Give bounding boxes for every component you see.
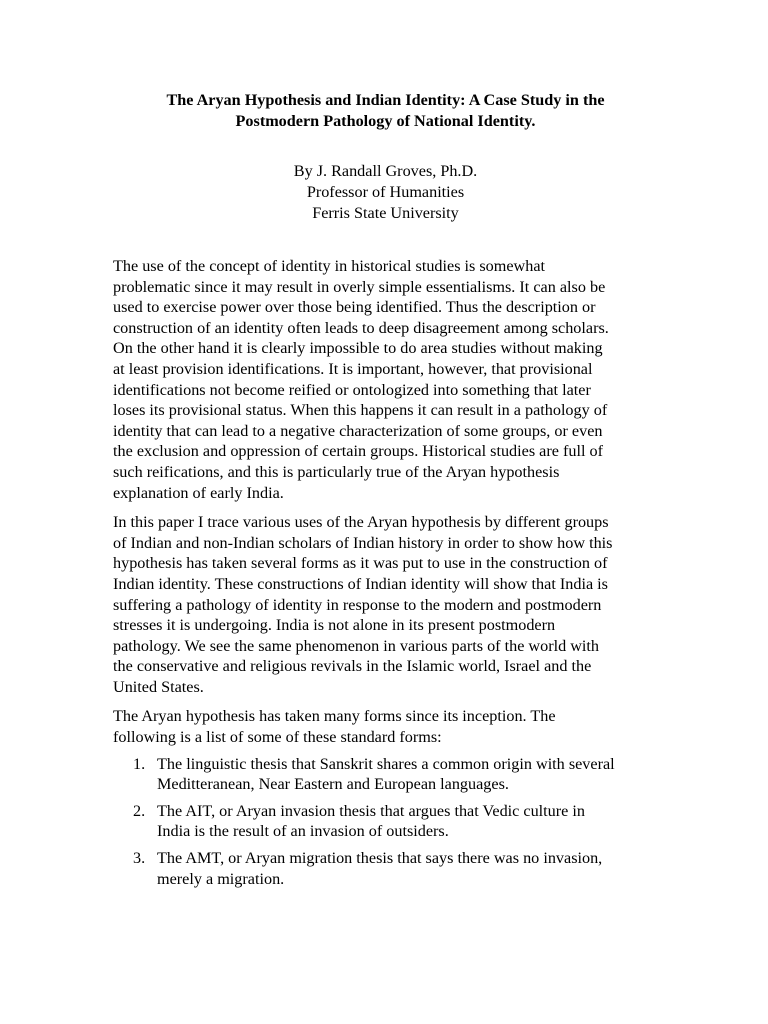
title-line: The Aryan Hypothesis and Indian Identity: A Case Study in the [166, 91, 605, 109]
author-affiliation: Ferris State University [312, 204, 459, 222]
text-line: Indian identity. These constructions of Indian identity will show that India is [113, 574, 608, 593]
text-line: On the other hand it is clearly impossible to do area studies without making [113, 339, 603, 358]
text-line: India is the result of an invasion of outsiders. [157, 822, 449, 841]
text-line: The AMT, or Aryan migration thesis that says there was no invasion, [157, 849, 603, 868]
text-line: such reifications, and this is particularly true of the Aryan hypothesis [113, 462, 560, 481]
text-line: merely a migration. [157, 869, 285, 888]
document-page [113, 90, 658, 895]
text-line: identifications not become reified or ontologized into something that later [113, 380, 591, 399]
text-line: United States. [113, 677, 204, 696]
text-line: loses its provisional status. When this happens it can result in a pathology of [113, 401, 608, 420]
text-line: at least provision identifications. It is important, however, that provisional [113, 359, 593, 378]
paragraph-thesis [113, 512, 658, 697]
text-line: In this paper I trace various uses of the Aryan hypothesis by different groups [113, 513, 609, 532]
text-line: used to exercise power over those being identified. Thus the description or [113, 298, 596, 317]
paragraph-forms-intro [113, 706, 658, 747]
title-line: Postmodern Pathology of National Identity. [235, 112, 536, 130]
list-item [113, 848, 658, 889]
text-line: suffering a pathology of identity in response to the modern and postmodern [113, 595, 602, 614]
text-line: problematic since it may result in overly simple essentialisms. It can also be [113, 277, 606, 296]
text-line: hypothesis has taken several forms as it was put to use in the construction of [113, 554, 608, 573]
list-number: 1. [133, 754, 146, 773]
list-number: 2. [133, 801, 146, 820]
text-line: following is a list of some of these standard forms: [113, 728, 442, 747]
author-position: Professor of Humanities [306, 183, 465, 201]
list-item [113, 754, 658, 795]
author-byline [113, 161, 658, 224]
text-line: The AIT, or Aryan invasion thesis that argues that Vedic culture in [157, 801, 585, 820]
text-line: of Indian and non-Indian scholars of Indian history in order to show how this [113, 533, 613, 552]
text-line: the conservative and religious revivals in the Islamic world, Israel and the [113, 657, 592, 676]
list-item [113, 801, 658, 842]
text-line: identity that can lead to a negative characterization of some groups, or even [113, 421, 603, 440]
text-line: The linguistic thesis that Sanskrit shares a common origin with several [157, 754, 615, 773]
paper-title [113, 90, 658, 132]
text-line: Meditteranean, Near Eastern and European languages. [157, 775, 509, 794]
paragraph-intro [113, 256, 658, 503]
author-name: By J. Randall Groves, Ph.D. [293, 162, 478, 180]
text-line: pathology. We see the same phenomenon in various parts of the world with [113, 636, 600, 655]
text-line: The Aryan hypothesis has taken many forms since its inception. The [113, 707, 556, 726]
list-number: 3. [133, 849, 146, 868]
text-line: stresses it is undergoing. India is not alone in its present postmodern [113, 616, 556, 635]
forms-list [113, 754, 658, 890]
text-line: The use of the concept of identity in historical studies is somewhat [113, 257, 546, 275]
text-line: the exclusion and oppression of certain groups. Historical studies are full of [113, 442, 603, 461]
text-line: explanation of early India. [113, 483, 284, 502]
text-line: construction of an identity often leads to deep disagreement among scholars. [113, 318, 609, 337]
